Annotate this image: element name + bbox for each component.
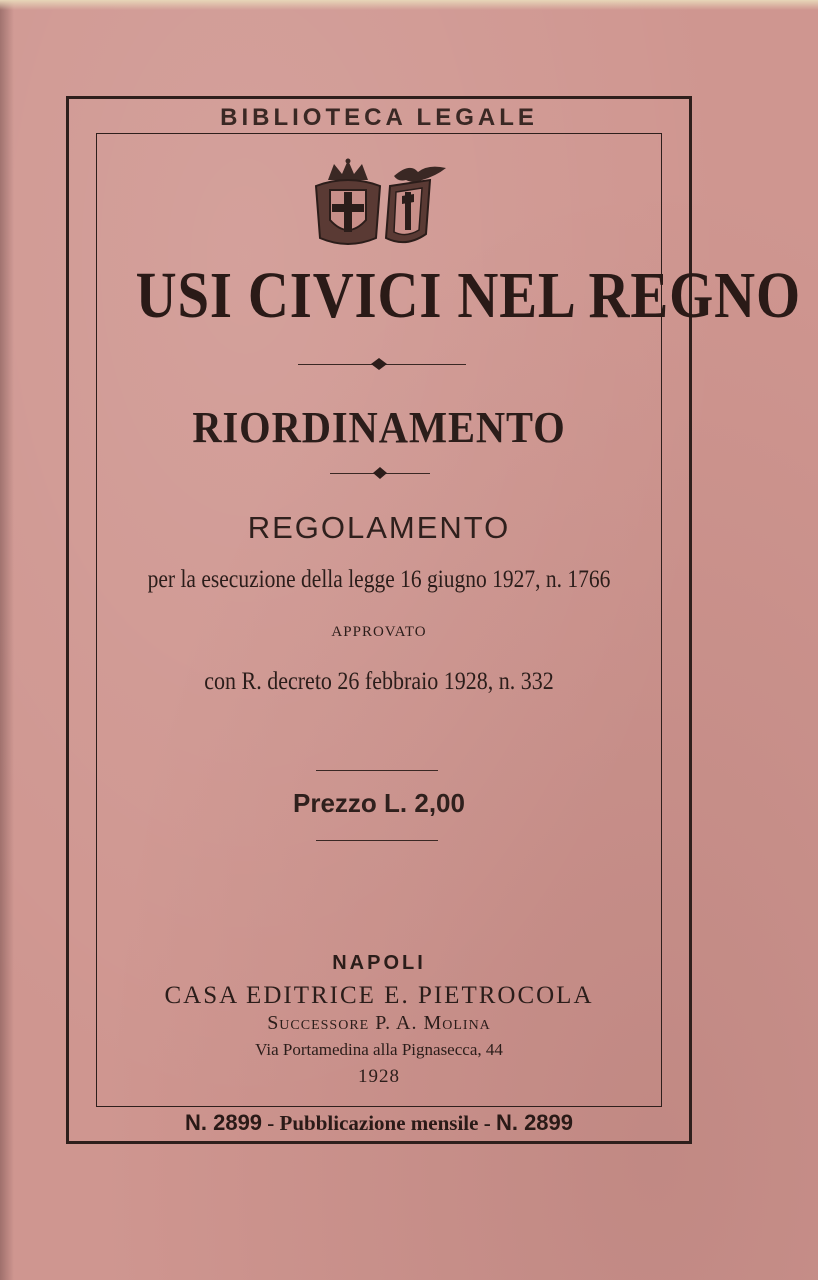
divider-rule — [316, 770, 438, 771]
spine-shadow — [0, 0, 14, 1280]
regulation-heading: REGOLAMENTO — [247, 510, 511, 545]
footer-line — [66, 1110, 692, 1136]
footer-number-right: N. 2899 — [495, 1110, 574, 1135]
approved-label: APPROVATO — [331, 624, 427, 640]
decree-line: con R. decreto 26 febbraio 1928, n. 332 — [204, 668, 554, 695]
book-title: USI CIVICI NEL REGNO — [135, 259, 801, 332]
price-label: Prezzo L. 2,00 — [293, 788, 465, 818]
footer-publication-frequency: - Pubblicazione mensile - — [267, 1111, 491, 1135]
book-subtitle: RIORDINAMENTO — [192, 403, 566, 452]
page-top-edge — [0, 0, 818, 10]
royal-coat-of-arms-icon — [310, 158, 450, 252]
imprint-address: Via Portamedina alla Pignasecca, 44 — [255, 1040, 503, 1059]
imprint-year: 1928 — [358, 1066, 400, 1087]
execution-line: per la esecuzione della legge 16 giugno 1927, n. 1766 — [147, 566, 611, 593]
imprint-city: NAPOLI — [332, 952, 426, 974]
imprint-successor: Successore P. A. Molina — [267, 1012, 491, 1034]
series-name: BIBLIOTECA LEGALE — [220, 104, 538, 131]
footer-number-left: N. 2899 — [184, 1110, 263, 1135]
ornament-diamond-icon — [370, 466, 390, 480]
ornament-diamond-icon — [368, 357, 390, 371]
divider-rule — [316, 840, 438, 841]
imprint-publisher: CASA EDITRICE E. PIETROCOLA — [164, 982, 594, 1009]
